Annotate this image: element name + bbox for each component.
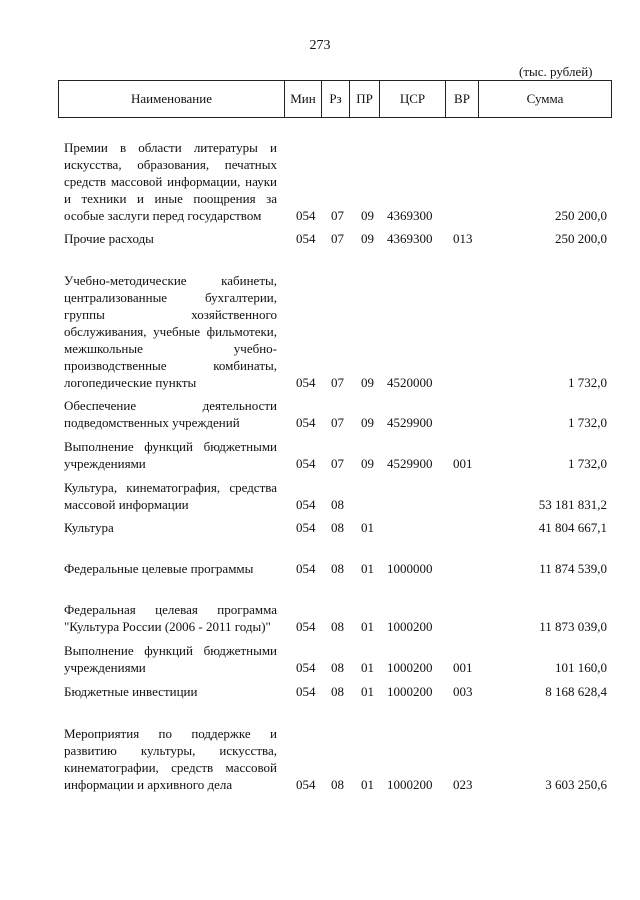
row-vr: 023 [453, 777, 473, 792]
header-sum: Сумма [479, 81, 612, 118]
table-header [58, 80, 612, 118]
row-min: 054 [296, 208, 316, 223]
row-sum: 11 874 539,0 [539, 561, 607, 576]
row-name: Выполнение функций бюджетными учреждениями [64, 643, 277, 675]
header-min: Мин [285, 81, 322, 118]
row-csr: 4529900 [387, 456, 433, 471]
row-min: 054 [296, 520, 316, 535]
table-row [0, 438, 640, 472]
row-rz: 08 [331, 520, 344, 535]
row-rz: 07 [331, 231, 344, 246]
row-csr: 1000200 [387, 777, 433, 792]
table-row [0, 642, 640, 676]
row-min: 054 [296, 561, 316, 576]
table-row [0, 479, 640, 513]
row-vr: 013 [453, 231, 473, 246]
row-name: Федеральные целевые программы [64, 561, 254, 576]
header-pr: ПР [350, 81, 380, 118]
row-min: 054 [296, 375, 316, 390]
row-min: 054 [296, 415, 316, 430]
row-rz: 08 [331, 561, 344, 576]
table-row [0, 584, 640, 635]
row-csr: 4520000 [387, 375, 433, 390]
row-sum: 1 732,0 [568, 375, 607, 390]
row-vr: 003 [453, 684, 473, 699]
header-name: Наименование [59, 81, 285, 118]
row-name: Учебно-методические кабинеты, централизованные бухгалтерии, группы хозяйственного обслуживания, учебные фильмотеки, межшкольные учебно-производственные комбинаты, логопедические пункты [64, 273, 277, 390]
table-row [0, 543, 640, 577]
row-name: Премии в области литературы и искусства, образования, печатных средств массовой информации, науки и техники и иные поощрения за особые заслуги перед государством [64, 140, 277, 223]
page-number: 273 [309, 38, 331, 53]
row-min: 054 [296, 231, 316, 246]
row-rz: 08 [331, 660, 344, 675]
row-csr: 4369300 [387, 231, 433, 246]
row-pr: 01 [361, 561, 374, 576]
row-rz: 08 [331, 619, 344, 634]
row-min: 054 [296, 777, 316, 792]
table-row [0, 519, 640, 536]
row-vr: 001 [453, 456, 473, 471]
header-rz: Рз [322, 81, 350, 118]
row-min: 054 [296, 497, 316, 512]
row-sum: 1 732,0 [568, 456, 607, 471]
row-name: Обеспечение деятельности подведомственных учреждений [64, 398, 277, 430]
row-name: Культура, кинематография, средства массовой информации [64, 480, 277, 512]
row-sum: 101 160,0 [555, 660, 607, 675]
row-sum: 8 168 628,4 [545, 684, 607, 699]
row-pr: 09 [361, 415, 374, 430]
row-sum: 250 200,0 [555, 231, 607, 246]
row-pr: 09 [361, 208, 374, 223]
row-name: Прочие расходы [64, 231, 154, 246]
row-rz: 07 [331, 208, 344, 223]
row-name: Мероприятия по поддержке и развитию культуры, искусства, кинематографии, средств массовой информации и архивного дела [64, 726, 277, 792]
row-rz: 08 [331, 684, 344, 699]
row-min: 054 [296, 456, 316, 471]
row-min: 054 [296, 684, 316, 699]
row-name: Федеральная целевая программа "Культура России (2006 - 2011 годы)" [64, 602, 277, 634]
units-label: (тыс. рублей) [519, 64, 593, 79]
row-rz: 08 [331, 497, 344, 512]
row-rz: 08 [331, 777, 344, 792]
row-sum: 41 804 667,1 [538, 520, 607, 535]
row-sum: 1 732,0 [568, 415, 607, 430]
row-csr: 4529900 [387, 415, 433, 430]
table-row [0, 397, 640, 431]
header-vr: ВР [446, 81, 479, 118]
row-csr: 4369300 [387, 208, 433, 223]
row-pr: 01 [361, 684, 374, 699]
table-row [0, 253, 640, 391]
table-row [0, 683, 640, 700]
row-pr: 01 [361, 660, 374, 675]
row-name: Культура [64, 520, 114, 535]
row-sum: 3 603 250,6 [545, 777, 607, 792]
row-name: Бюджетные инвестиции [64, 684, 198, 699]
row-name: Выполнение функций бюджетными учреждениями [64, 439, 277, 471]
row-pr: 09 [361, 456, 374, 471]
row-vr: 001 [453, 660, 473, 675]
row-min: 054 [296, 660, 316, 675]
row-pr: 09 [361, 231, 374, 246]
table-row [0, 230, 640, 247]
row-csr: 1000200 [387, 684, 433, 699]
table-row [0, 706, 640, 793]
row-sum: 250 200,0 [555, 208, 607, 223]
row-pr: 09 [361, 375, 374, 390]
row-pr: 01 [361, 619, 374, 634]
row-sum: 53 181 831,2 [538, 497, 607, 512]
row-csr: 1000200 [387, 619, 433, 634]
row-csr: 1000000 [387, 561, 433, 576]
row-min: 054 [296, 619, 316, 634]
row-csr: 1000200 [387, 660, 433, 675]
row-rz: 07 [331, 375, 344, 390]
header-csr: ЦСР [380, 81, 446, 118]
row-rz: 07 [331, 415, 344, 430]
row-pr: 01 [361, 520, 374, 535]
row-pr: 01 [361, 777, 374, 792]
row-rz: 07 [331, 456, 344, 471]
row-sum: 11 873 039,0 [539, 619, 607, 634]
table-row [0, 120, 640, 224]
